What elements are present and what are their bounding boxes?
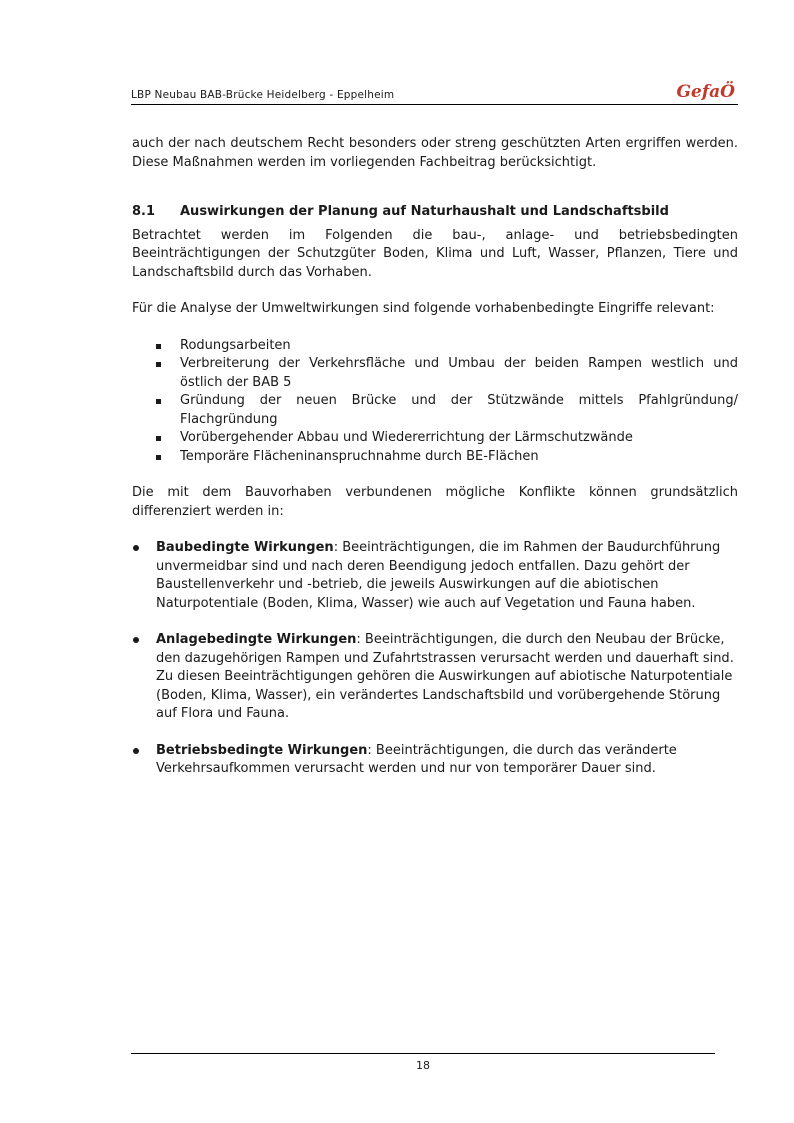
list-item <box>132 742 738 779</box>
wirkung-text: : Beeinträchtigungen, die im Rahmen der Baudurchführung unvermeidbar sind und nach deren Beendigung jedoch entfallen. Dazu gehört der Baustellenverkehr und -betrieb, die jeweils Auswirkungen auf die abiotischen Naturpotentiale (Boden, Klima, Wasser) wie auch auf Vegetation und Fauna haben. <box>156 540 721 611</box>
wirkung-term: Anlagebedingte Wirkungen <box>156 632 357 647</box>
square-bullet-icon <box>156 436 161 441</box>
wirkung-text: : Beeinträchtigungen, die durch das veränderte Verkehrsaufkommen verursacht werden und nur von temporärer Dauer sind. <box>156 742 677 776</box>
paragraph-analysis: Für die Analyse der Umweltwirkungen sind folgende vorhabenbedingte Eingriffe relevant: <box>132 301 715 316</box>
paragraph-conflicts: Die mit dem Bauvorhaben verbundenen mögliche Konflikte können grundsätzlich differenziert werden in: <box>132 485 738 519</box>
list-item <box>132 539 738 613</box>
eingriffe-list <box>132 337 738 467</box>
round-bullet-icon <box>133 748 139 754</box>
section-heading <box>132 203 738 222</box>
wirkung-term: Betriebsbedingte Wirkungen <box>156 742 368 758</box>
list-item <box>132 631 738 724</box>
list-item: Gründung der neuen Brücke und der Stützwände mittels Pfahlgründung/ Flachgründung <box>132 392 738 429</box>
square-bullet-icon <box>156 344 161 349</box>
list-item: Rodungsarbeiten <box>132 337 738 356</box>
document-body <box>132 135 738 797</box>
square-bullet-icon <box>156 362 161 367</box>
header-title: LBP Neubau BAB-Brücke Heidelberg - Eppelheim <box>131 89 395 101</box>
list-item: Vorübergehender Abbau und Wiedererrichtung der Lärmschutzwände <box>132 429 738 448</box>
company-logo: GefaÖ <box>676 82 735 102</box>
list-item: Temporäre Flächeninanspruchnahme durch BE-Flächen <box>132 448 738 467</box>
footer-divider <box>131 1053 715 1054</box>
page-header <box>131 78 738 105</box>
section-title: Auswirkungen der Planung auf Naturhaushalt und Landschaftsbild <box>180 204 669 219</box>
square-bullet-icon <box>156 455 161 460</box>
wirkung-term: Baubedingte Wirkungen <box>156 540 334 555</box>
list-item: Verbreiterung der Verkehrsfläche und Umbau der beiden Rampen westlich und östlich der BAB 5 <box>132 355 738 392</box>
wirkung-text: : Beeinträchtigungen, die durch den Neubau der Brücke, den dazugehörigen Rampen und Zufahrtstrassen verursacht werden und dauerhaft sind. Zu diesen Beeinträchtigungen gehören die Auswirkungen auf abiotische Naturpotentiale (Boden, Klima, Wasser), ein verändertes Landschaftsbild und vorübergehende Störung auf Flora und Fauna. <box>156 632 734 721</box>
round-bullet-icon <box>133 545 139 551</box>
square-bullet-icon <box>156 399 161 404</box>
round-bullet-icon <box>133 637 139 643</box>
paragraph-intro-impacts: Betrachtet werden im Folgenden die bau-, anlage- und betriebsbedingten Beeinträchtigungen der Schutzgüter Boden, Klima und Luft, Wasser, Pflanzen, Tiere und Landschaftsbild durch das Vorhaben. <box>132 227 738 280</box>
section-number: 8.1 <box>132 204 156 219</box>
page-number: 18 <box>416 1059 430 1072</box>
intro-paragraph: auch der nach deutschem Recht besonders oder streng geschützten Arten ergriffen werden. Diese Maßnahmen werden im vorliegenden Fachbeitrag berücksichtigt. <box>132 136 738 170</box>
wirkungen-list <box>132 539 738 779</box>
